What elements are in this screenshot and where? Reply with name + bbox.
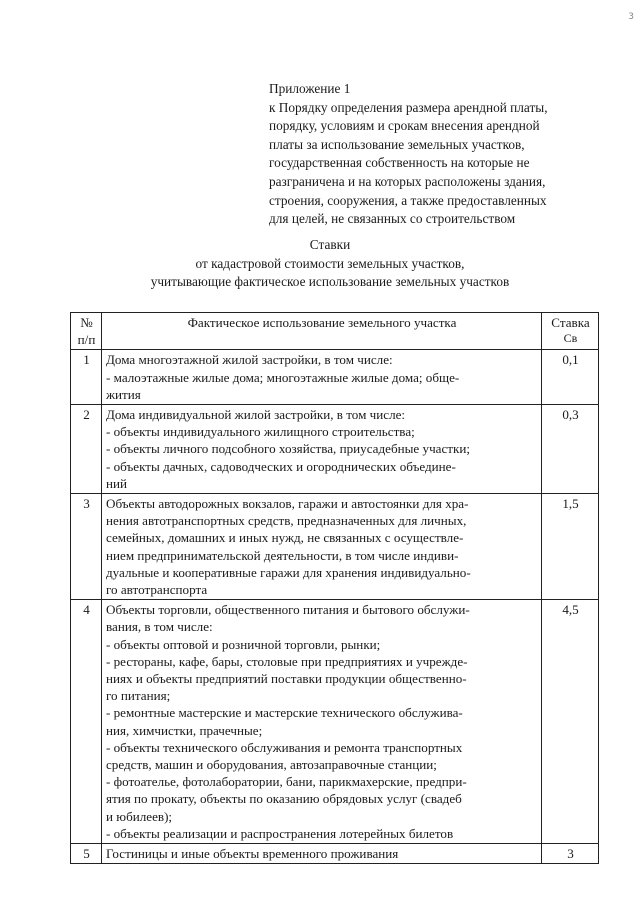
row-number: 2	[71, 405, 102, 494]
header-use: Фактическое использование земельного участка	[102, 313, 542, 350]
row-use-line: Объекты торговли, общественного питания и бытового обслужи-	[106, 602, 470, 618]
heading-subtitle-1: от кадастровой стоимости земельных участков,	[195, 255, 465, 271]
row-use-line: - рестораны, кафе, бары, столовые при предприятиях и учрежде-	[106, 653, 468, 669]
row-number: 3	[71, 494, 102, 600]
row-use-line: и юбилеев);	[106, 808, 173, 824]
row-use-line: ния, химчистки, прачечные;	[106, 722, 263, 738]
row-use-line: вания, в том числе:	[106, 619, 213, 635]
row-use-line: - объекты реализации и распространения лотерейных билетов	[106, 825, 454, 841]
row-use-line: - объекты дачных, садоводческих и огороднических объедине-	[106, 458, 456, 474]
corner-mark: 3	[628, 12, 634, 22]
row-rate: 0,3	[542, 405, 599, 494]
heading-subtitle-2: учитывающие фактическое использование земельных участков	[150, 274, 510, 290]
header-rate-symbol: Св	[563, 331, 578, 346]
table-row	[71, 494, 599, 600]
header-number-abbr: п/п	[77, 332, 96, 348]
table-row	[71, 350, 599, 405]
row-use-line: го автотранспорта	[106, 582, 208, 598]
row-use	[102, 844, 542, 864]
row-use-line: - объекты технического обслуживания и ремонта транспортных	[106, 739, 463, 755]
annex-line: разграничена и на которых расположены здания,	[269, 173, 546, 189]
row-use-line: ний	[106, 475, 128, 491]
row-use	[102, 494, 542, 600]
rates-table	[70, 312, 599, 864]
row-use	[102, 600, 542, 844]
table-row	[71, 600, 599, 844]
row-use-line: - ремонтные мастерские и мастерские технического обслужива-	[106, 705, 463, 721]
row-use-line: средств, машин и оборудования, автозаправочные станции;	[106, 757, 437, 773]
row-number: 4	[71, 600, 102, 844]
row-use-line: дуальные и кооперативные гаражи для хранения индивидуально-	[106, 564, 471, 580]
row-use	[102, 350, 542, 405]
row-use-line: ниях и объекты предприятий поставки продукции общественно-	[106, 671, 467, 687]
row-rate: 4,5	[542, 600, 599, 844]
header-number	[71, 313, 102, 350]
row-use-line: - малоэтажные жилые дома; многоэтажные жилые дома; обще-	[106, 369, 460, 385]
row-use-line: - объекты личного подсобного хозяйства, приусадебные участки;	[106, 441, 471, 457]
annex-line: порядку, условиям и срокам внесения арендной	[269, 118, 540, 134]
row-use	[102, 405, 542, 494]
row-use-line: ятия по прокату, объекты по оказанию обрядовых услуг (свадеб	[106, 791, 462, 807]
annex-line: строения, сооружения, а также предоставленных	[269, 192, 547, 208]
header-rate-label: Ставка	[551, 315, 590, 330]
annex-line: государственная собственность на которые не	[269, 155, 530, 171]
row-use-line: Дома многоэтажной жилой застройки, в том числе:	[106, 352, 393, 368]
row-rate: 0,1	[542, 350, 599, 405]
row-use-line: Объекты автодорожных вокзалов, гаражи и автостоянки для хра-	[106, 496, 469, 512]
annex-block	[269, 80, 609, 229]
row-use-line: - объекты индивидуального жилищного строительства;	[106, 424, 415, 440]
row-use-line: нием предпринимательской деятельности, в том числе индиви-	[106, 547, 459, 563]
row-use-line: го питания;	[106, 688, 171, 704]
row-number: 1	[71, 350, 102, 405]
annex-title: Приложение 1	[269, 81, 351, 96]
row-rate: 1,5	[542, 494, 599, 600]
heading-title: Ставки	[309, 237, 351, 252]
document-heading	[80, 236, 580, 292]
table-header-row	[71, 313, 599, 350]
header-rate	[542, 313, 599, 350]
annex-line: для целей, не связанных со строительством	[269, 211, 516, 227]
row-use-line: семейных, домашних и иных нужд, не связанных с осуществле-	[106, 530, 464, 546]
row-number: 5	[71, 844, 102, 864]
row-use-line: - объекты оптовой и розничной торговли, рынки;	[106, 636, 381, 652]
row-use-line: Дома индивидуальной жилой застройки, в том числе:	[106, 407, 406, 423]
header-number-symbol: №	[80, 315, 93, 330]
row-rate: 3	[542, 844, 599, 864]
row-use-line: Гостиницы и иные объекты временного проживания	[106, 846, 399, 862]
row-use-line: - фотоателье, фотолаборатории, бани, парикмахерские, предпри-	[106, 774, 467, 790]
annex-line: платы за использование земельных участков,	[269, 136, 525, 152]
row-use-line: нения автотранспортных средств, предназначенных для личных,	[106, 513, 467, 529]
table-row	[71, 844, 599, 864]
row-use-line: жития	[106, 386, 141, 402]
table-row	[71, 405, 599, 494]
annex-line: к Порядку определения размера арендной платы,	[269, 99, 548, 115]
